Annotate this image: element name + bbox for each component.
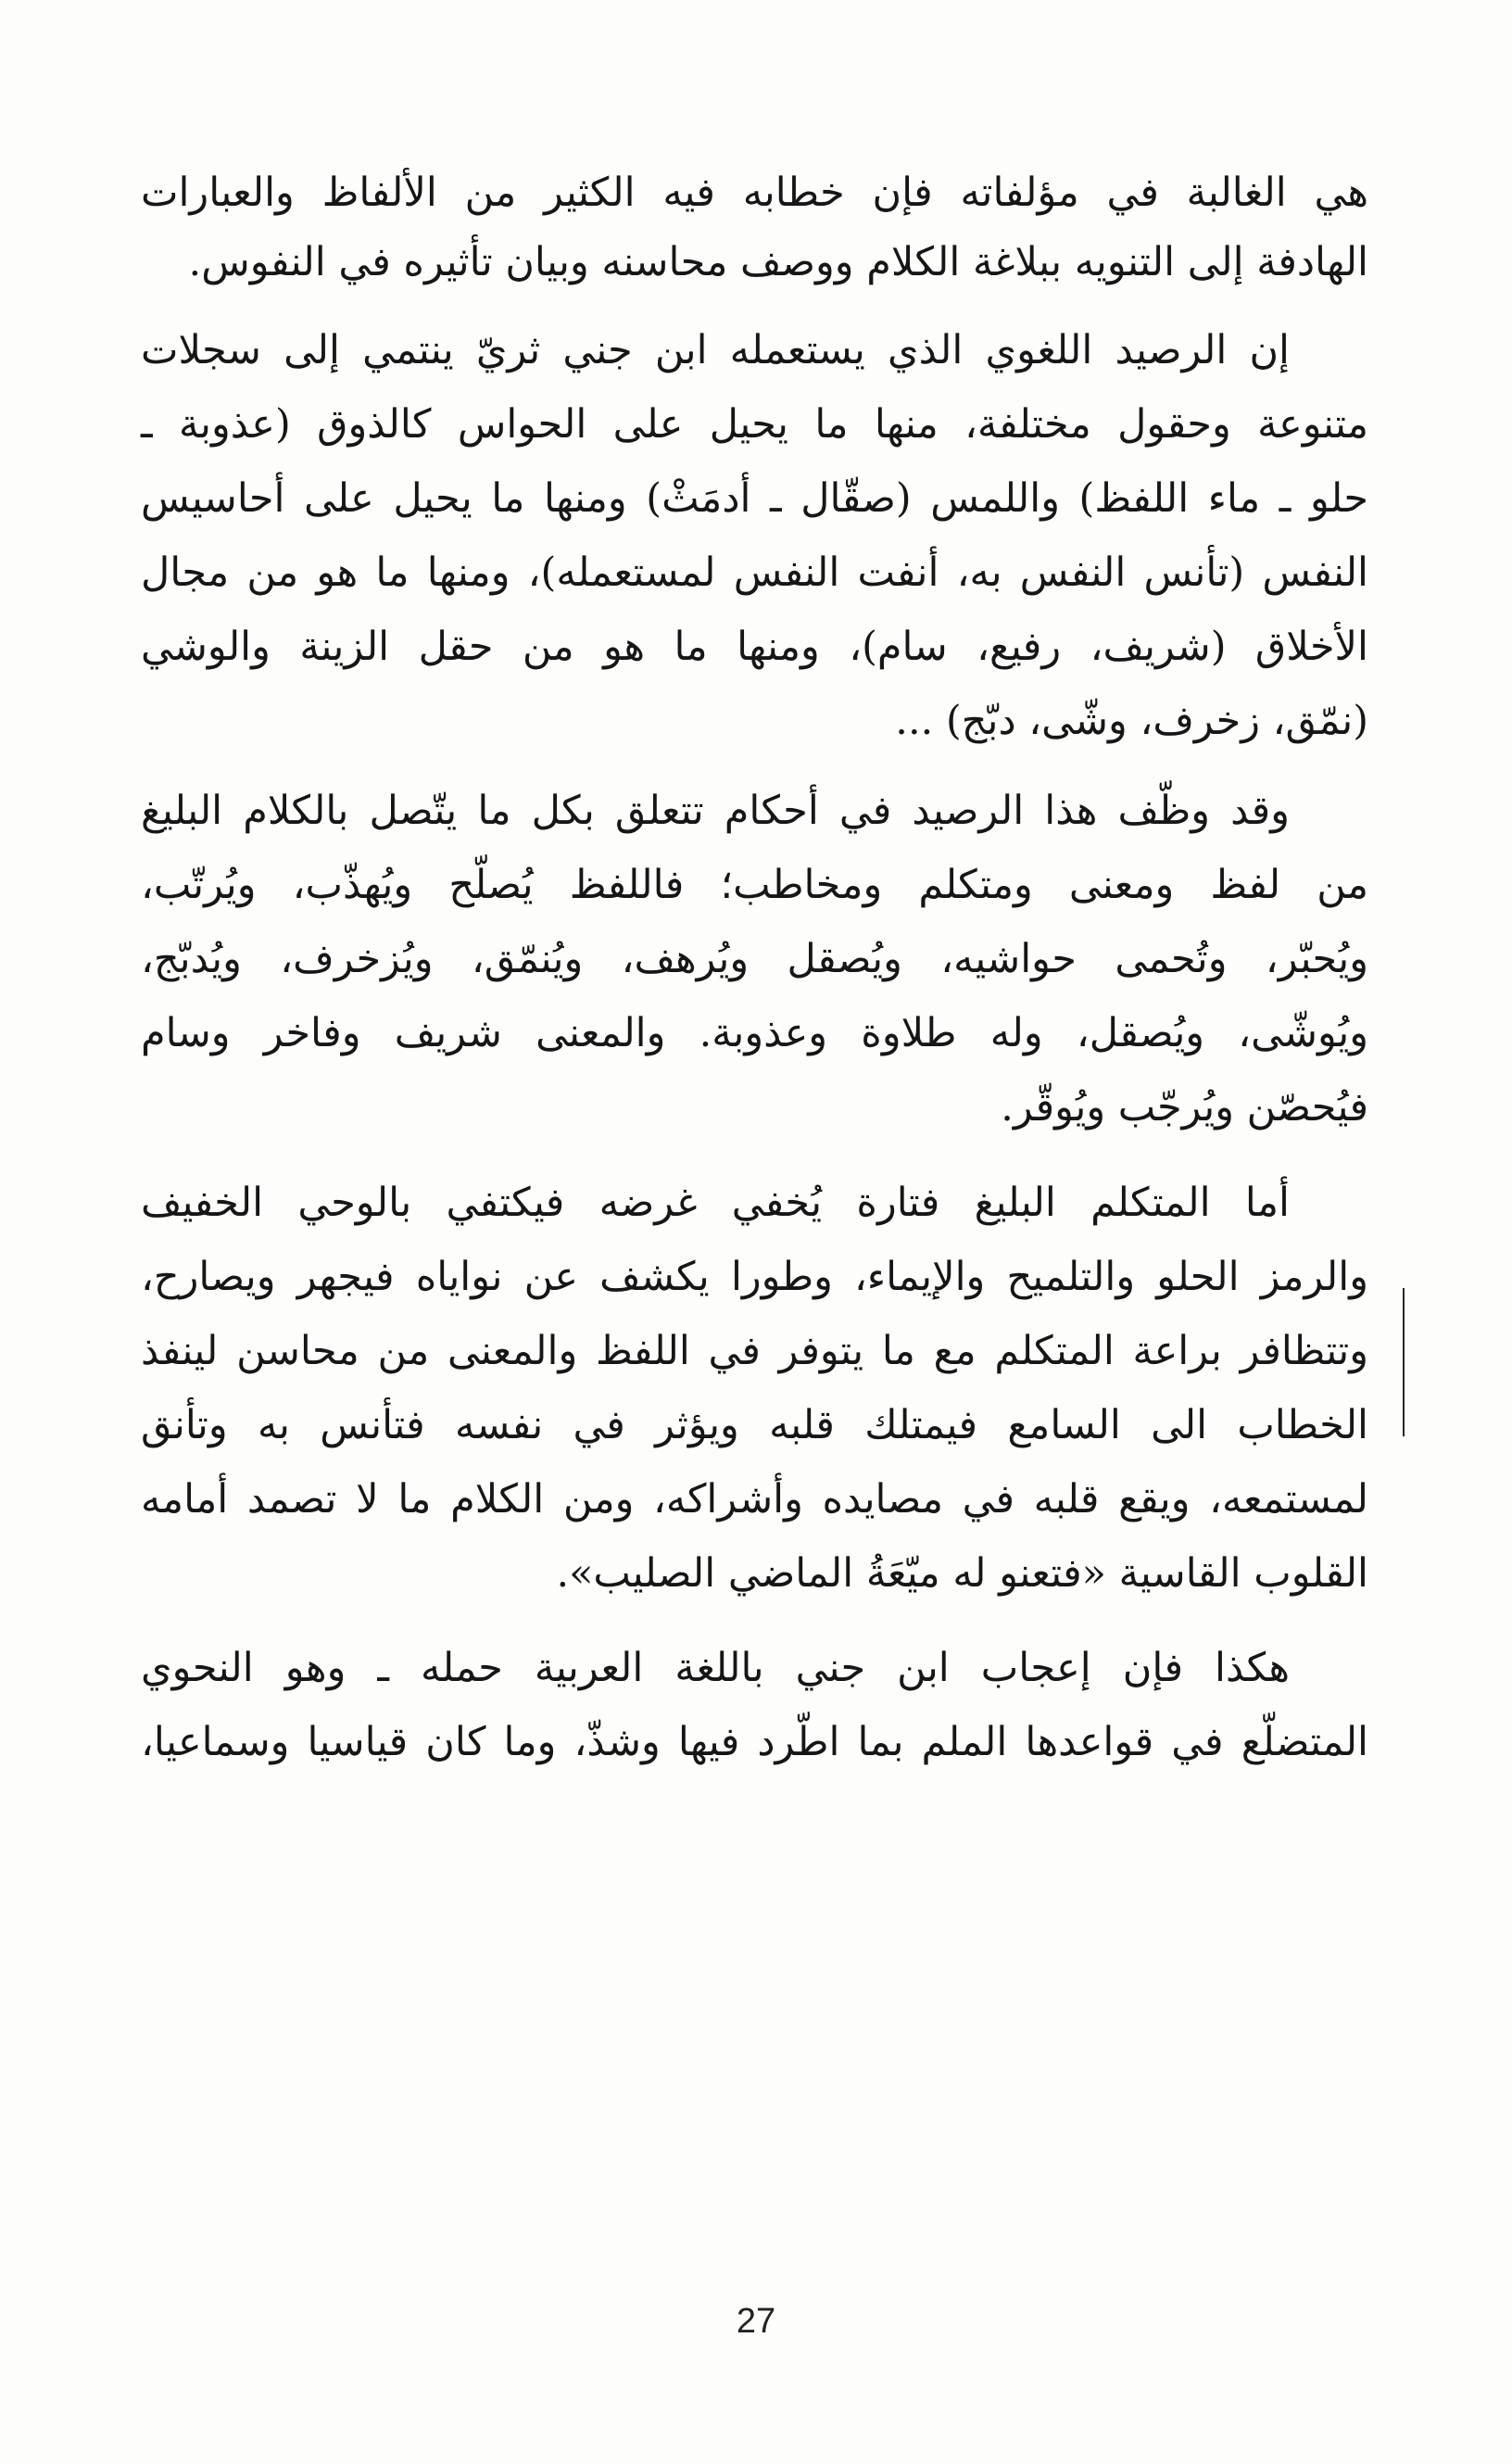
text-line: فيُحصّن ويُرجّب ويُوقّر. — [1001, 1084, 1368, 1131]
text-line: الخطاب الى السامع فيمتلك قلبه ويؤثر في نفسه فتأنس به وتأنق — [141, 1402, 1368, 1448]
text-line: وتتظافر براعة المتكلم مع ما يتوفر في اللفظ والمعنى من محاسن لينفذ — [141, 1328, 1368, 1374]
page-number: 27 — [736, 2302, 776, 2341]
text-line: الأخلاق (شريف، رفيع، سام)، ومنها ما هو من حقل الزينة والوشي — [141, 624, 1368, 670]
text-line: المتضلّع في قواعدها الملم بما اطّرد فيها وشذّ، وما كان قياسيا وسماعيا، — [141, 1719, 1368, 1765]
text-line: القلوب القاسية «فتعنو له ميّعَةُ الماضي الصليب». — [556, 1550, 1368, 1597]
text-line: ويُوشّى، ويُصقل، وله طلاوة وعذوبة. والمعنى شريف وفاخر وسام — [141, 1010, 1368, 1056]
text-line: هكذا فإن إعجاب ابن جني باللغة العربية حمله ـ وهو النحوي — [141, 1645, 1290, 1691]
text-line: من لفظ ومعنى ومتكلم ومخاطب؛ فاللفظ يُصلّح ويُهذّب، ويُرتّب، — [141, 862, 1368, 908]
text-line: وقد وظّف هذا الرصيد في أحكام تتعلق بكل ما يتّصل بالكلام البليغ — [141, 788, 1290, 834]
text-line: حلو ـ ماء اللفظ) واللمس (صقّال ـ أدمَثْ) ومنها ما يحيل على أحاسيس — [141, 475, 1368, 522]
text-line: ويُحبّر، وتُحمى حواشيه، ويُصقل ويُرهف، ويُنمّق، ويُزخرف، ويُدبّج، — [141, 936, 1368, 982]
text-line: (نمّق، زخرف، وشّى، دبّج) ... — [895, 698, 1368, 744]
text-line: أما المتكلم البليغ فتارة يُخفي غرضه فيكتفي بالوحي الخفيف — [141, 1180, 1290, 1226]
margin-mark — [1403, 1288, 1405, 1436]
text-line: متنوعة وحقول مختلفة، منها ما يحيل على الحواس كالذوق (عذوبة ـ — [141, 401, 1368, 448]
text-line: والرمز الحلو والتلميح والإيماء، وطورا يكشف عن نواياه فيجهر ويصارح، — [141, 1254, 1368, 1300]
text-line: هي الغالبة في مؤلفاته فإن خطابه فيه الكثير من الألفاظ والعبارات — [141, 170, 1368, 216]
text-line: لمستمعه، ويقع قلبه في مصايده وأشراكه، ومن الكلام ما لا تصمد أمامه — [141, 1476, 1368, 1523]
text-line: النفس (تأنس النفس به، أنفت النفس لمستعمله)، ومنها ما هو من مجال — [141, 550, 1368, 596]
text-line: إن الرصيد اللغوي الذي يستعمله ابن جني ثريّ ينتمي إلى سجلات — [141, 327, 1290, 373]
text-line: الهادفة إلى التنويه ببلاغة الكلام ووصف محاسنه وبيان تأثيره في النفوس. — [188, 239, 1368, 285]
